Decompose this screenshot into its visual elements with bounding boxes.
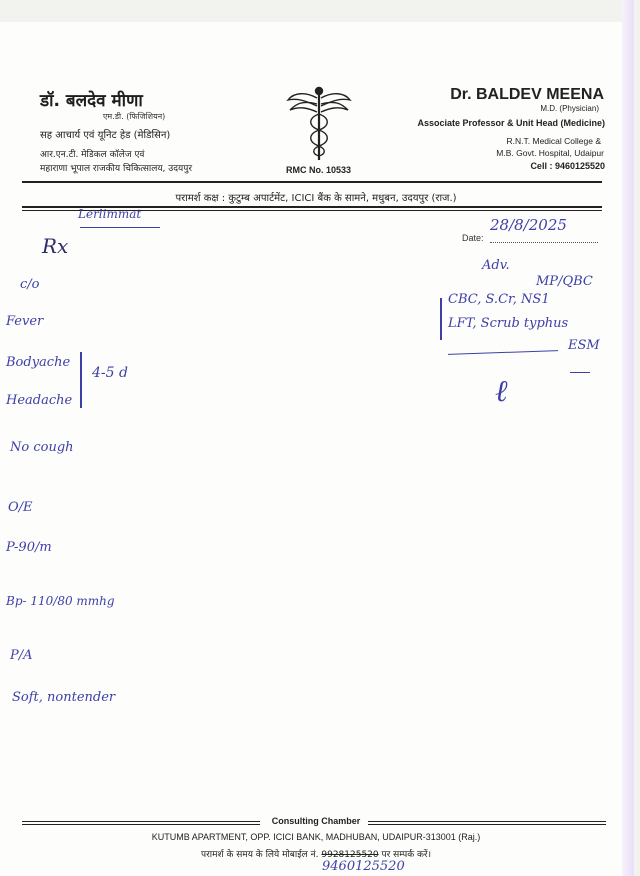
note-complaint: c/o [20,277,40,292]
footer-contact-suffix: पर सम्पर्क करें। [381,850,432,860]
title-hindi: सह आचार्य एवं यूनिट हेड (मेडिसिन) [40,130,171,141]
note-fever: Fever [6,314,44,329]
note-bodyache: Bodyache [6,355,71,370]
header-rule-top [22,181,602,183]
exam-bp: Bp- 110/80 mmhg [6,594,115,608]
note-no-cough: No cough [10,440,74,455]
doctor-name-english: Dr. BALDEV MEENA [450,86,604,103]
scan-edge [622,0,634,876]
date-label: Date: [462,233,484,243]
date-value: 28/8/2025 [490,216,567,234]
advice-line-2: CBC, S.Cr, NS1 [448,292,550,307]
patient-name-underline [80,227,160,228]
exam-pulse: P-90/m [6,540,52,555]
duration-note: 4-5 d [92,365,128,381]
college-hindi: आर.एन.टी. मेडिकल कॉलेज एवं [40,150,145,160]
footer-contact [0,847,632,860]
rmc-number: RMC No. 10533 [286,165,352,175]
duration-bracket [80,352,82,408]
hospital-hindi: महाराणा भूपाल राजकीय चिकित्सालय, उदयपुर [40,164,192,174]
doctor-name-hindi: डॉ. बलदेव मीणा [40,91,143,111]
exam-abdomen-findings: Soft, nontender [12,690,116,705]
footer-contact-prefix: परामर्श के समय के लिये मोबाईल नं. [200,850,319,860]
advice-line-4: ESM [568,338,600,353]
advice-bracket [440,298,442,340]
caduceus-icon [286,84,352,162]
cell-number: Cell : 9460125520 [530,161,605,171]
advice-line-3: LFT, Scrub typhus [448,316,569,331]
chamber-address-hindi: परामर्श कक्ष : कुटुम्ब अपार्टमेंट, ICICI बैंक के सामने, मधुबन, उदयपुर (राज.) [175,193,457,204]
doctor-signature: ℓ [495,374,508,409]
advice-line-1: MP/QBC [536,274,593,289]
footer-address: KUTUMB APARTMENT, OPP. ICICI BANK, MADHUBAN, UDAIPUR-313001 (Raj.) [151,832,481,842]
note-headache: Headache [6,393,73,408]
degree-english: M.D. (Physician) [540,104,599,113]
footer-label: Consulting Chamber [271,816,361,826]
college-english: R.N.T. Medical College & [506,136,601,146]
patient-name: Lerlimmat [78,207,142,221]
advice-dash [570,372,590,373]
exam-header: O/E [8,500,33,515]
date-line [490,242,598,243]
footer-handwritten-number: 9460125520 [322,859,405,874]
advice-title: Adv. [482,258,510,273]
degree-hindi: एम.डी. (फिजिशियन) [103,112,166,121]
rx-symbol: Rx [42,234,69,258]
title-english: Associate Professor & Unit Head (Medicine) [417,118,605,128]
hospital-english: M.B. Govt. Hospital, Udaipur [496,148,604,158]
exam-per-abdomen: P/A [10,648,33,663]
footer-contact-struck: 9928125520 [321,850,379,860]
